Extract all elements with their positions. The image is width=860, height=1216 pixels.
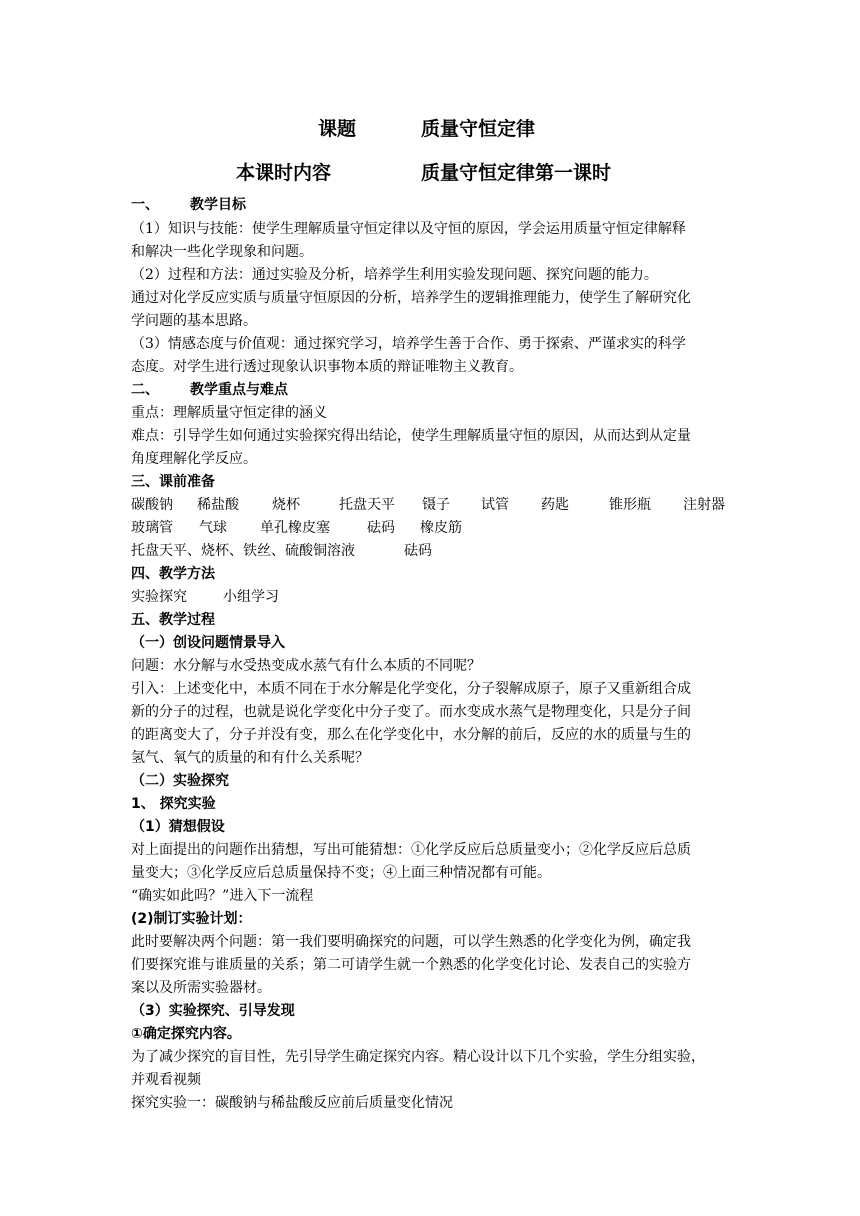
material-item: 锥形瓶 xyxy=(609,497,651,513)
intro-line-3: 的距离变大了，分子并没有变，那么在化学变化中，水分解的前后，反应的水的质量与生的 xyxy=(131,727,691,743)
transition-quote: “确实如此吗？”进入下一流程 xyxy=(131,888,314,904)
method-item: 实验探究 xyxy=(131,589,187,605)
lesson-title: 质量守恒定律第一课时 xyxy=(421,162,612,184)
material-item: 砝码 xyxy=(404,543,432,559)
material-item: 试管 xyxy=(481,497,509,513)
subsection-experiment: （二）实验探究 xyxy=(131,773,229,789)
material-item: 托盘天平、烧杯、铁丝、硫酸铜溶液 xyxy=(131,543,355,559)
materials-row-3 xyxy=(131,540,731,563)
hypothesis-line-1: 对上面提出的问题作出猜想，写出可能猜想：①化学反应后总质量变小；②化学反应后总质 xyxy=(131,842,691,858)
inquiry-step-1: ①确定探究内容。 xyxy=(131,1026,241,1042)
goal-knowledge: （1）知识与技能：使学生理解质量守恒定律以及守恒的原因，学会运用质量守恒定律解释 xyxy=(131,221,686,237)
experiment-one: 探究实验一：碳酸钠与稀盐酸反应前后质量变化情况 xyxy=(131,1095,453,1111)
inquiry-line-2: 并观看视频 xyxy=(131,1072,201,1088)
material-item: 药匙 xyxy=(541,497,569,513)
section-2-title: 教学重点与难点 xyxy=(190,382,288,398)
experiment-heading: 1、 探究实验 xyxy=(131,796,216,812)
inquiry-line-1: 为了减少探究的盲目性，先引导学生确定探究内容。精心设计以下几个实验，学生分组实验， xyxy=(131,1049,705,1065)
difficult-point-cont: 角度理解化学反应。 xyxy=(131,451,257,467)
intro-line-1: 引入：上述变化中，本质不同在于水分解是化学变化，分子裂解成原子，原子又重新组合成 xyxy=(131,681,691,697)
hypothesis-line-2: 量变大；③化学反应后总质量保持不变；④上面三种情况都有可能。 xyxy=(131,865,551,881)
material-item: 单孔橡皮塞 xyxy=(260,520,330,536)
section-4-title: 四、教学方法 xyxy=(131,566,215,582)
inquiry-heading: （3）实验探究、引导发现 xyxy=(131,1003,295,1019)
goal-process-cont2: 学问题的基本思路。 xyxy=(131,313,257,329)
material-item: 稀盐酸 xyxy=(197,497,239,513)
material-item: 烧杯 xyxy=(272,497,300,513)
material-item: 气球 xyxy=(199,520,227,536)
material-item: 注射器 xyxy=(683,497,725,513)
question-text: 问题：水分解与水受热变成水蒸气有什么本质的不同呢？ xyxy=(131,658,481,674)
methods-row xyxy=(131,586,731,609)
intro-line-4: 氢气、氧气的质量的和有什么关系呢？ xyxy=(131,750,369,766)
section-2-number: 二、 xyxy=(131,382,159,398)
topic-title: 质量守恒定律 xyxy=(421,118,536,140)
key-point: 重点：理解质量守恒定律的涵义 xyxy=(131,405,327,421)
difficult-point: 难点：引导学生如何通过实验探究得出结论，使学生理解质量守恒的原因，从而达到从定量 xyxy=(131,428,691,444)
material-item: 镊子 xyxy=(422,497,450,513)
section-5-title: 五、教学过程 xyxy=(131,612,215,628)
plan-line-2: 们要探究谁与谁质量的关系；第二可请学生就一个熟悉的化学变化讨论、发表自己的实验方 xyxy=(131,957,691,973)
material-item: 托盘天平 xyxy=(339,497,395,513)
intro-line-2: 新的分子的过程，也就是说化学变化中分子变了。而水变成水蒸气是物理变化，只是分子间 xyxy=(131,704,691,720)
plan-line-3: 案以及所需实验器材。 xyxy=(131,980,271,996)
section-1-title: 教学目标 xyxy=(190,197,246,213)
topic-label: 课题 xyxy=(318,118,357,140)
subsection-scenario: （一）创设问题情景导入 xyxy=(131,635,285,651)
goal-attitude: （3）情感态度与价值观：通过探究学习，培养学生善于合作、勇于探索、严谨求实的科学 xyxy=(131,336,686,352)
material-item: 碳酸钠 xyxy=(131,497,173,513)
section-3-title: 三、课前准备 xyxy=(131,474,215,490)
method-item: 小组学习 xyxy=(223,589,279,605)
materials-row-2 xyxy=(131,517,731,540)
goal-process-cont: 通过对化学反应实质与质量守恒原因的分析，培养学生的逻辑推理能力，使学生了解研究化 xyxy=(131,290,691,306)
material-item: 橡皮筋 xyxy=(420,520,462,536)
plan-line-1: 此时要解决两个问题：第一我们要明确探究的问题，可以学生熟悉的化学变化为例，确定我 xyxy=(131,934,691,950)
goal-knowledge-cont: 和解决一些化学现象和问题。 xyxy=(131,244,313,260)
hypothesis-heading: （1）猜想假设 xyxy=(131,819,225,835)
goal-attitude-cont: 态度。对学生进行透过现象认识事物本质的辩证唯物主义教育。 xyxy=(131,359,523,375)
material-item: 玻璃管 xyxy=(131,520,173,536)
goal-process: （2）过程和方法：通过实验及分析，培养学生利用实验发现问题、探究问题的能力。 xyxy=(131,267,658,283)
materials-row-1 xyxy=(131,494,731,517)
plan-heading: (2)制订实验计划： xyxy=(131,911,252,927)
section-1-number: 一、 xyxy=(131,197,159,213)
material-item: 砝码 xyxy=(367,520,395,536)
lesson-label: 本课时内容 xyxy=(236,162,332,184)
